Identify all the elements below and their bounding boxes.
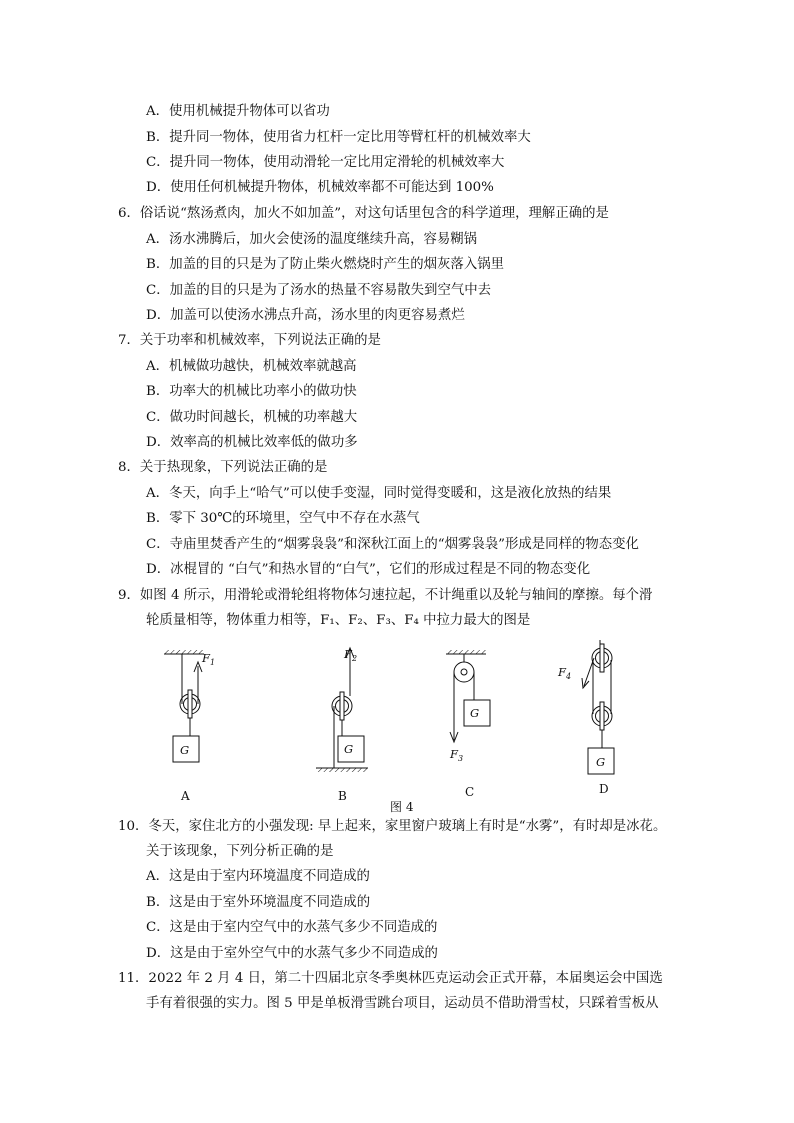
q8-option-d: D．冰棍冒的 “白气”和热水冒的“白气”，它们的形成过程是不同的物态变化 (146, 562, 591, 577)
force-label-f4: $F_4$ (558, 665, 572, 681)
panel-label-a: A (181, 789, 190, 803)
weight-label-d: G (596, 755, 606, 769)
figure-4-pulleys (150, 640, 650, 815)
q10-stem-line1: 10．冬天，家住北方的小强发现: 早上起来，家里窗户玻璃上有时是“水雾”，有时却是冰花。 (118, 819, 667, 834)
q8-option-a: A．冬天，向手上“哈气”可以使手变湿，同时觉得变暖和，这是液化放热的结果 (146, 486, 612, 501)
force-label-f3: $F_3$ (450, 747, 464, 763)
q6-option-c: C．加盖的目的只是为了汤水的热量不容易散失到空气中去 (146, 283, 492, 298)
figure-panel-a (164, 650, 215, 803)
q10-option-a: A．这是由于室内环境温度不同造成的 (146, 869, 370, 884)
q9-stem-line2: 轮质量相等，物体重力相等，F₁、F₂、F₃、F₄ 中拉力最大的图是 (146, 613, 531, 628)
panel-label-b: B (338, 789, 347, 803)
figure-caption: 图 4 (390, 800, 414, 814)
weight-label-b: G (344, 742, 354, 756)
q5-option-c: C．提升同一物体，使用动滑轮一定比用定滑轮的机械效率大 (146, 155, 505, 170)
q6-option-a: A．汤水沸腾后，加火会使汤的温度继续升高，容易糊锅 (146, 232, 478, 247)
q7-option-a: A．机械做功越快，机械效率就越高 (146, 359, 357, 374)
force-f4-subscript: 4 (565, 672, 572, 681)
weight-label-c: G (470, 706, 480, 720)
q6-option-b: B．加盖的目的只是为了防止柴火燃烧时产生的烟灰落入锅里 (146, 257, 504, 272)
force-label-f2: $F_2$ (344, 647, 358, 663)
figure-panel-b (316, 647, 368, 803)
q10-option-b: B．这是由于室外环境温度不同造成的 (146, 895, 371, 910)
q10-option-c: C．这是由于室内空气中的水蒸气多少不同造成的 (146, 920, 438, 935)
q9-stem-line1: 9．如图 4 所示，用滑轮或滑轮组将物体匀速拉起，不计绳重以及轮与轴间的摩擦。每个滑 (118, 588, 653, 603)
fixed-pulley (454, 662, 474, 682)
q7-option-d: D．效率高的机械比效率低的做功多 (146, 435, 358, 450)
q6-stem: 6．俗话说“熬汤煮肉，加火不如加盖”，对这句话里包含的科学道理，理解正确的是 (118, 206, 609, 221)
weight-label-a: G (180, 743, 190, 757)
q5-option-d: D．使用任何机械提升物体，机械效率都不可能达到 100% (146, 180, 494, 195)
q5-option-a: A．使用机械提升物体可以省功 (146, 104, 330, 119)
force-f3-subscript: 3 (457, 754, 464, 763)
figure-panel-c (446, 650, 490, 799)
q6-option-d: D．加盖可以使汤水沸点升高，汤水里的肉更容易煮烂 (146, 308, 465, 323)
q7-stem: 7．关于功率和机械效率，下列说法正确的是 (118, 333, 381, 348)
force-f1-subscript: 1 (209, 658, 216, 667)
q11-stem-line1: 11．2022 年 2 月 4 日，第二十四届北京冬季奥林匹克运动会正式开幕，本届奥运会中国选 (118, 971, 663, 986)
panel-label-c: C (465, 785, 475, 799)
q11-stem-line2: 手有着很强的实力。图 5 甲是单板滑雪跳台项目，运动员不借助滑雪杖，只踩着雪板从 (146, 996, 659, 1011)
q5-option-b: B．提升同一物体，使用省力杠杆一定比用等臂杠杆的机械效率大 (146, 130, 531, 145)
force-label-f1: $F_1$ (202, 651, 216, 667)
q7-option-c: C．做功时间越长，机械的功率越大 (146, 410, 358, 425)
q7-option-b: B．功率大的机械比功率小的做功快 (146, 384, 357, 399)
q8-option-b: B．零下 30℃的环境里，空气中不存在水蒸气 (146, 511, 420, 526)
q8-option-c: C．寺庙里焚香产生的“烟雾袅袅”和深秋江面上的“烟雾袅袅”形成是同样的物态变化 (146, 537, 639, 552)
force-f2-subscript: 2 (351, 654, 358, 663)
q10-stem-line2: 关于该现象，下列分析正确的是 (146, 844, 334, 859)
q8-stem: 8．关于热现象，下列说法正确的是 (118, 460, 328, 475)
panel-label-d: D (599, 782, 609, 796)
q10-option-d: D．这是由于室外空气中的水蒸气多少不同造成的 (146, 946, 438, 961)
figure-panel-d (557, 640, 620, 796)
